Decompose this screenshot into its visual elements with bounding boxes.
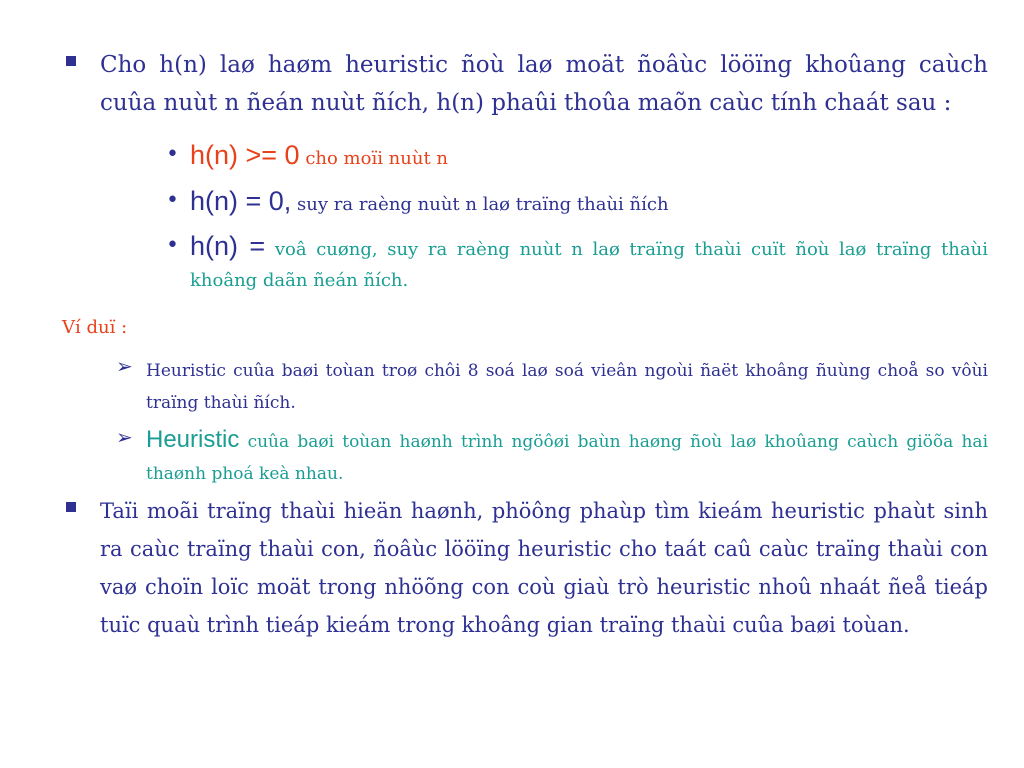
square-bullet-icon [66, 502, 76, 512]
sub-bullet-2-text: suy ra raèng nuùt n laø traïng thaùi ñích [297, 194, 669, 215]
square-bullet-icon [66, 56, 76, 66]
sub-bullet-3-text: voâ cuøng, suy ra raèng nuùt n laø traïng thaùi cuït ñoù laø traïng thaùi khoâng daãn ñeán ñích. [190, 239, 988, 291]
arrow-bullet-icon: ➢ [116, 354, 133, 378]
bullet-one-text: Cho h(n) laø haøm heuristic ñoù laø moät ñoâùc lööïng khoûang caùch cuûa nuùt n ñeán nuùt ñích, h(n) phaûi thoûa maõn caùc tính chaát sau : [100, 52, 988, 116]
example-item-2-text: cuûa baøi toùan haønh trình ngöôøi baùn haøng ñoù laø khoûang caùch giöõa hai thaønh phoá keà nhau. [146, 432, 989, 484]
example-item-2 [146, 424, 988, 490]
arrow-bullet-icon: ➢ [116, 425, 133, 449]
example-label: Ví duï : [62, 317, 128, 338]
sub-bullet-1-text: cho moïi nuùt n [305, 148, 449, 169]
example-item-1-text: Heuristic cuûa baøi toùan troø chôi 8 soá laø soá vieân ngoùi ñaët khoâng ñuùng choå so vôùi traïng thaùi ñích. [146, 361, 988, 413]
bullet-two-text: Taïi moãi traïng thaùi hieän haønh, phöông phaùp tìm kieám heuristic phaùt sinh ra caùc traïng thaùi con, ñoâùc lööïng heuristic cho taát caû caùc traïng thaùi con vaø choïn loïc moät trong nhöõng con coù giaù trò heuristic nhoû nhaát ñeå tieáp tuïc quaù trình tieáp kieám trong khoâng gian traïng thaùi cuûa baøi toùan. [100, 499, 988, 637]
dot-bullet-icon: • [166, 142, 179, 167]
sub-bullet-3-formula: h(n) = [190, 231, 266, 261]
sub-bullet-2-formula: h(n) = 0, [190, 186, 292, 216]
dot-bullet-icon: • [166, 233, 179, 258]
dot-bullet-icon: • [166, 188, 179, 213]
sub-bullet-1-formula: h(n) >= 0 [190, 140, 300, 170]
sub-bullet-2 [190, 186, 669, 220]
example-item-2-lead: Heuristic [146, 426, 240, 453]
example-item-1 [146, 355, 988, 419]
sub-bullet-3 [190, 231, 988, 296]
sub-bullet-1 [190, 140, 448, 174]
